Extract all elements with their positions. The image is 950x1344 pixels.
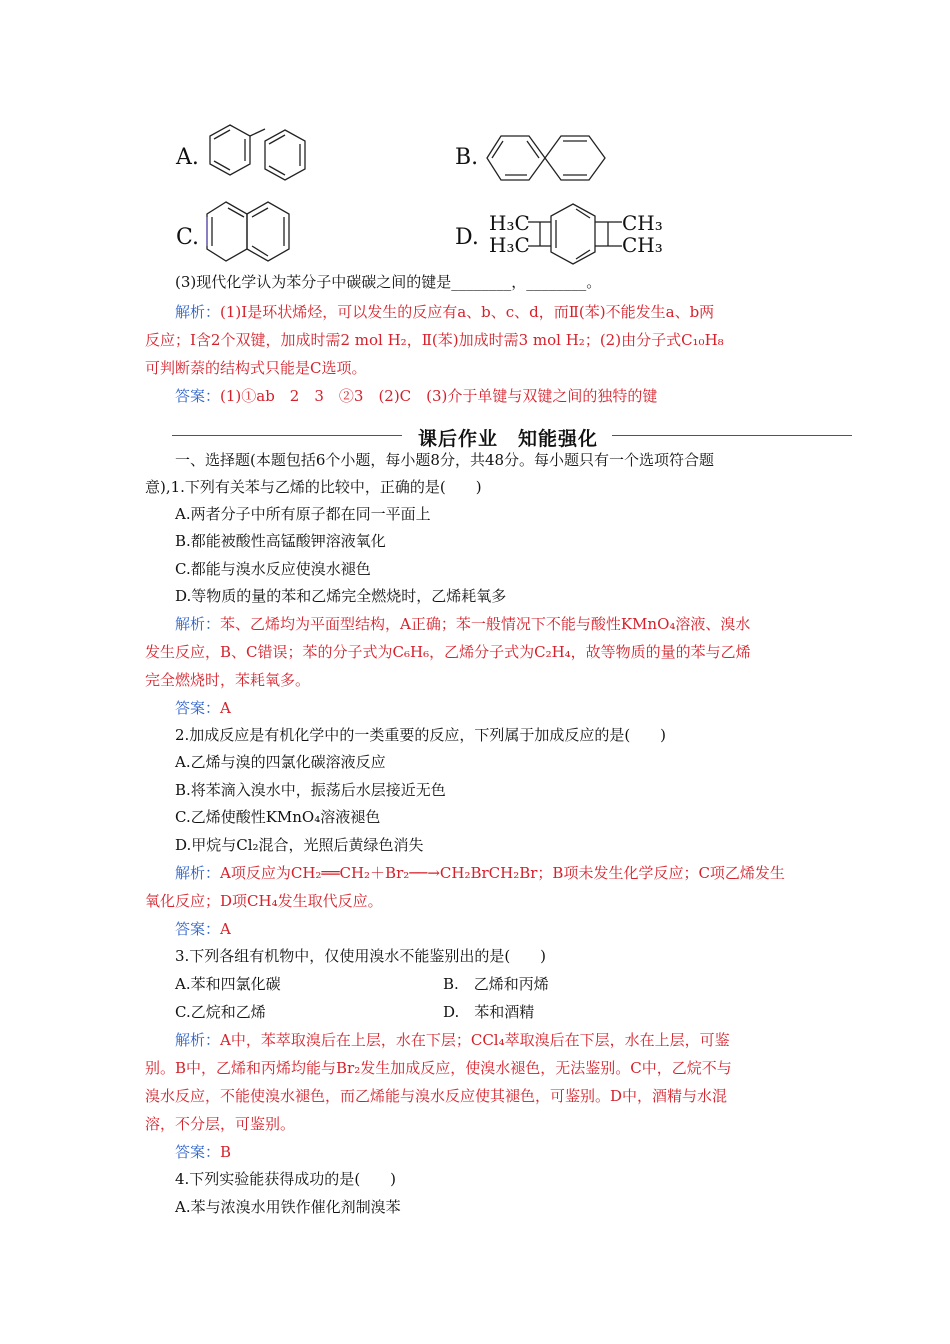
analysis-label: 解析：	[175, 864, 221, 882]
analysis-text: A项反应为CH₂══CH₂＋Br₂──→CH₂BrCH₂Br；B项未发生化学反应；C项乙烯发生	[220, 864, 785, 882]
section-divider	[172, 424, 852, 448]
analysis-text: 反应；Ⅰ含2个双键，加成时需2 mol H₂，Ⅱ(苯)加成时需3 mol H₂；(2)由分子式C₁₀H₈	[145, 331, 724, 349]
choice-option: B. 乙烯和丙烯	[443, 975, 549, 993]
choice-option: A.乙烯与溴的四氯化碳溶液反应	[175, 753, 386, 771]
analysis-text: 溶，不分层，可鉴别。	[145, 1115, 296, 1133]
choice-option: D.等物质的量的苯和乙烯完全燃烧时，乙烯耗氧多	[175, 587, 507, 605]
analysis-label: 解析：	[175, 1031, 221, 1049]
answer-line	[175, 919, 231, 939]
answer-label: 答案：	[175, 387, 221, 405]
answer-text: A	[220, 699, 231, 717]
choice-option: A.两者分子中所有原子都在同一平面上	[175, 505, 431, 523]
answer-text: B	[220, 1143, 232, 1161]
choice-option: C.乙烯使酸性KMnO₄溶液褪色	[175, 808, 381, 826]
analysis-text: A中，苯萃取溴后在上层，水在下层；CCl₄萃取溴后在下层，水在上层，可鉴	[220, 1031, 730, 1049]
analysis-text: 苯、乙烯均为平面型结构，A正确；苯一般情况下不能与酸性KMnO₄溶液、溴水	[220, 615, 751, 633]
spiro-rings-structure-icon	[483, 130, 618, 185]
section-title: 课后作业 知能强化	[418, 428, 599, 450]
analysis-text: 溴水反应，不能使溴水褪色，而乙烯能与溴水反应使其褪色，可鉴别。D中，酒精与水混	[145, 1087, 728, 1105]
dimethyl-benzocyclobutene-structure-icon	[528, 200, 623, 272]
analysis-text: 别。B中，乙烯和丙烯均能与Br₂发生加成反应，使溴水褪色，无法鉴别。C中，乙烷不与	[145, 1059, 732, 1077]
question-stem: 2.加成反应是有机化学中的一类重要的反应，下列属于加成反应的是( )	[175, 726, 667, 744]
answer-text: A	[220, 920, 231, 938]
divider-rule	[172, 435, 402, 436]
answer-text: (1)①ab 2 3 ②3 (2)C (3)介于单键与双键之间的独特的键	[220, 387, 658, 405]
question-text: (3)现代化学认为苯分子中碳碳之间的键是________，________。	[175, 273, 602, 291]
methyl-group-label: CH₃	[622, 233, 663, 257]
naphthalene-structure-icon	[204, 197, 294, 272]
choice-option: C.乙烷和乙烯	[175, 1003, 266, 1021]
analysis-text: 可判断萘的结构式只能是C选项。	[145, 359, 367, 377]
answer-label: 答案：	[175, 920, 221, 938]
analysis-line	[175, 863, 785, 883]
choice-option: A.苯和四氯化碳	[175, 975, 281, 993]
choice-option: B.将苯滴入溴水中，振荡后水层接近无色	[175, 781, 446, 799]
biphenyl-structure-icon	[205, 120, 330, 190]
option-d-letter: D.	[455, 225, 479, 250]
analysis-line	[175, 614, 750, 634]
choice-option: C.都能与溴水反应使溴水褪色	[175, 560, 371, 578]
option-b-letter: B.	[455, 145, 479, 170]
section-intro: 一、选择题(本题包括6个小题，每小题8分，共48分。每小题只有一个选项符合题	[175, 451, 715, 469]
answer-line	[175, 1142, 231, 1162]
analysis-label: 解析：	[175, 303, 221, 321]
option-d-right-groups	[622, 212, 663, 256]
option-c-letter: C.	[176, 225, 200, 250]
option-a-letter: A.	[176, 145, 199, 170]
analysis-line	[175, 302, 714, 322]
analysis-text: 氧化反应；D项CH₄发生取代反应。	[145, 892, 383, 910]
answer-label: 答案：	[175, 699, 221, 717]
analysis-label: 解析：	[175, 615, 221, 633]
choice-option: D.甲烷与Cl₂混合，光照后黄绿色消失	[175, 836, 424, 854]
question-stem: 意),1.下列有关苯与乙烯的比较中，正确的是( )	[145, 478, 482, 496]
analysis-text: (1)Ⅰ是环状烯烃，可以发生的反应有a、b、c、d，而Ⅱ(苯)不能发生a、b两	[220, 303, 715, 321]
answer-line	[175, 698, 231, 718]
analysis-text: 发生反应，B、C错误；苯的分子式为C₆H₆，乙烯分子式为C₂H₄，故等物质的量的苯与乙烯	[145, 643, 751, 661]
divider-rule	[612, 435, 852, 436]
answer-label: 答案：	[175, 1143, 221, 1161]
answer-line	[175, 386, 657, 406]
choice-option: A.苯与浓溴水用铁作催化剂制溴苯	[175, 1198, 401, 1216]
option-d-left-groups	[489, 212, 530, 256]
methyl-group-label: H₃C	[489, 211, 530, 235]
methyl-group-label: CH₃	[622, 211, 663, 235]
question-stem: 3.下列各组有机物中，仅使用溴水不能鉴别出的是( )	[175, 947, 547, 965]
methyl-group-label: H₃C	[489, 233, 530, 257]
analysis-line	[175, 1030, 730, 1050]
choice-option: B.都能被酸性高锰酸钾溶液氧化	[175, 532, 386, 550]
analysis-text: 完全燃烧时，苯耗氧多。	[145, 671, 311, 689]
choice-option: D. 苯和酒精	[443, 1003, 535, 1021]
question-stem: 4.下列实验能获得成功的是( )	[175, 1170, 397, 1188]
